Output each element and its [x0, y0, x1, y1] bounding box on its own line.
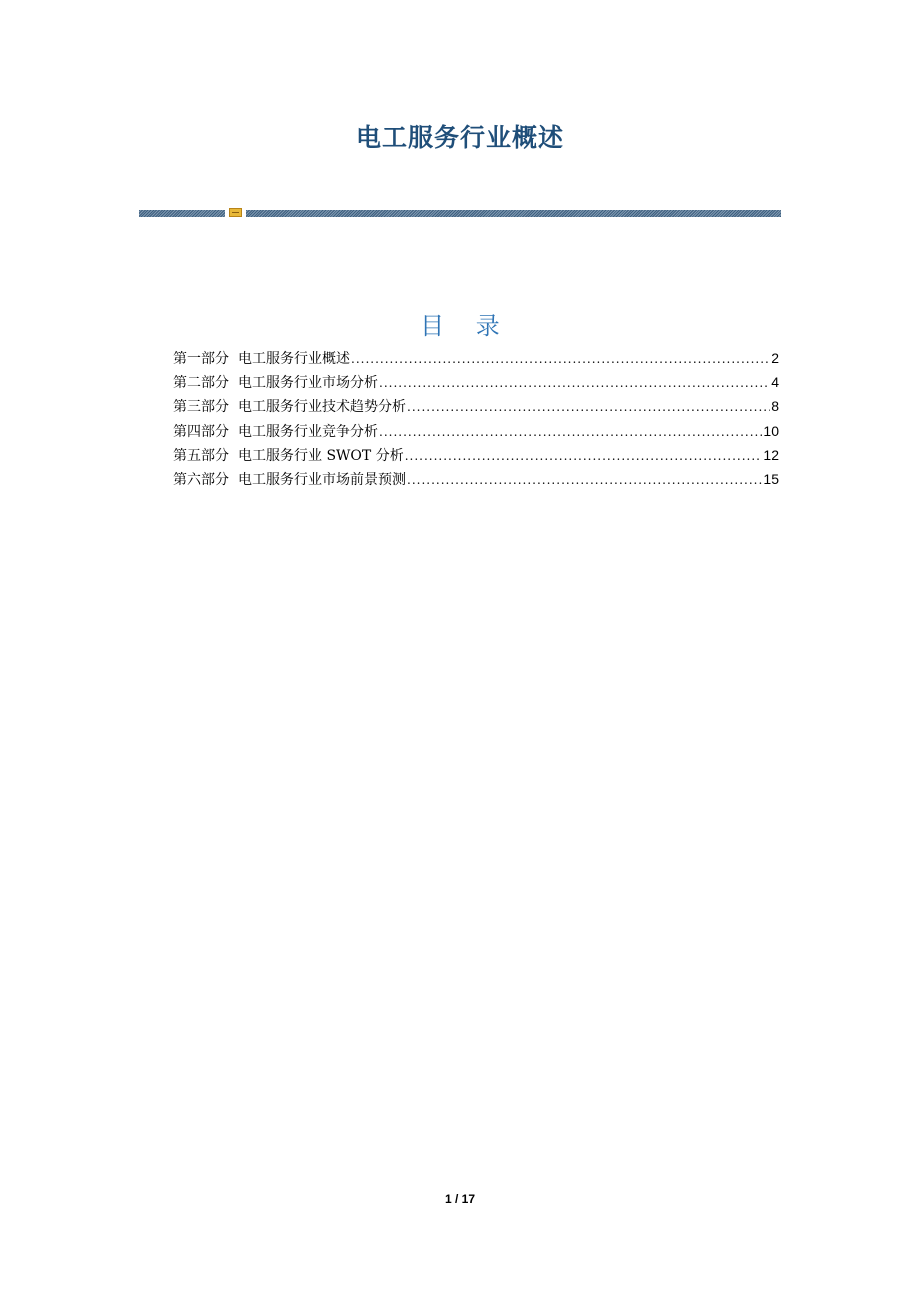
toc-heading: 目 录	[420, 312, 512, 340]
toc-entry-title: 电工服务行业竞争分析	[238, 423, 378, 440]
toc-entry[interactable]	[173, 348, 779, 372]
header-divider	[139, 208, 781, 218]
toc-entry-page: 2	[771, 350, 779, 366]
divider-bar-left	[139, 210, 225, 217]
toc-entry-page: 10	[763, 422, 779, 439]
toc-leader-dots	[407, 473, 762, 487]
toc-entry-part: 第二部分	[173, 375, 229, 392]
toc-entry[interactable]	[173, 469, 779, 493]
table-of-contents	[173, 348, 779, 493]
toc-entry[interactable]	[173, 421, 779, 445]
toc-entry-title: 电工服务行业 SWOT 分析	[238, 447, 404, 464]
toc-entry-page: 15	[763, 470, 779, 487]
toc-leader-dots	[379, 425, 762, 439]
toc-leader-dots	[407, 400, 770, 414]
toc-entry-part: 第三部分	[173, 399, 229, 416]
toc-entry[interactable]	[173, 396, 779, 420]
toc-entry-part: 第六部分	[173, 471, 229, 488]
toc-entry-page: 4	[771, 374, 779, 391]
divider-bar-right	[246, 210, 781, 217]
toc-leader-dots	[405, 449, 763, 463]
toc-leader-dots	[351, 352, 770, 366]
toc-entry[interactable]	[173, 372, 779, 396]
toc-entry-title: 电工服务行业市场前景预测	[238, 471, 406, 488]
toc-entry-title: 电工服务行业技术趋势分析	[238, 399, 406, 416]
toc-entry-page: 8	[771, 398, 779, 415]
toc-entry-title: 电工服务行业概述	[238, 351, 350, 367]
document-title: 电工服务行业概述	[355, 123, 564, 152]
toc-entry-title: 电工服务行业市场分析	[238, 375, 378, 392]
toc-entry-part: 第四部分	[173, 423, 229, 440]
toc-entry-part: 第一部分	[173, 351, 229, 367]
toc-entry[interactable]	[173, 445, 779, 469]
toc-leader-dots	[379, 376, 770, 390]
toc-entry-page: 12	[763, 446, 779, 463]
book-icon	[229, 208, 242, 217]
toc-entry-part: 第五部分	[173, 447, 229, 464]
page-number: 1 / 17	[444, 1192, 476, 1206]
